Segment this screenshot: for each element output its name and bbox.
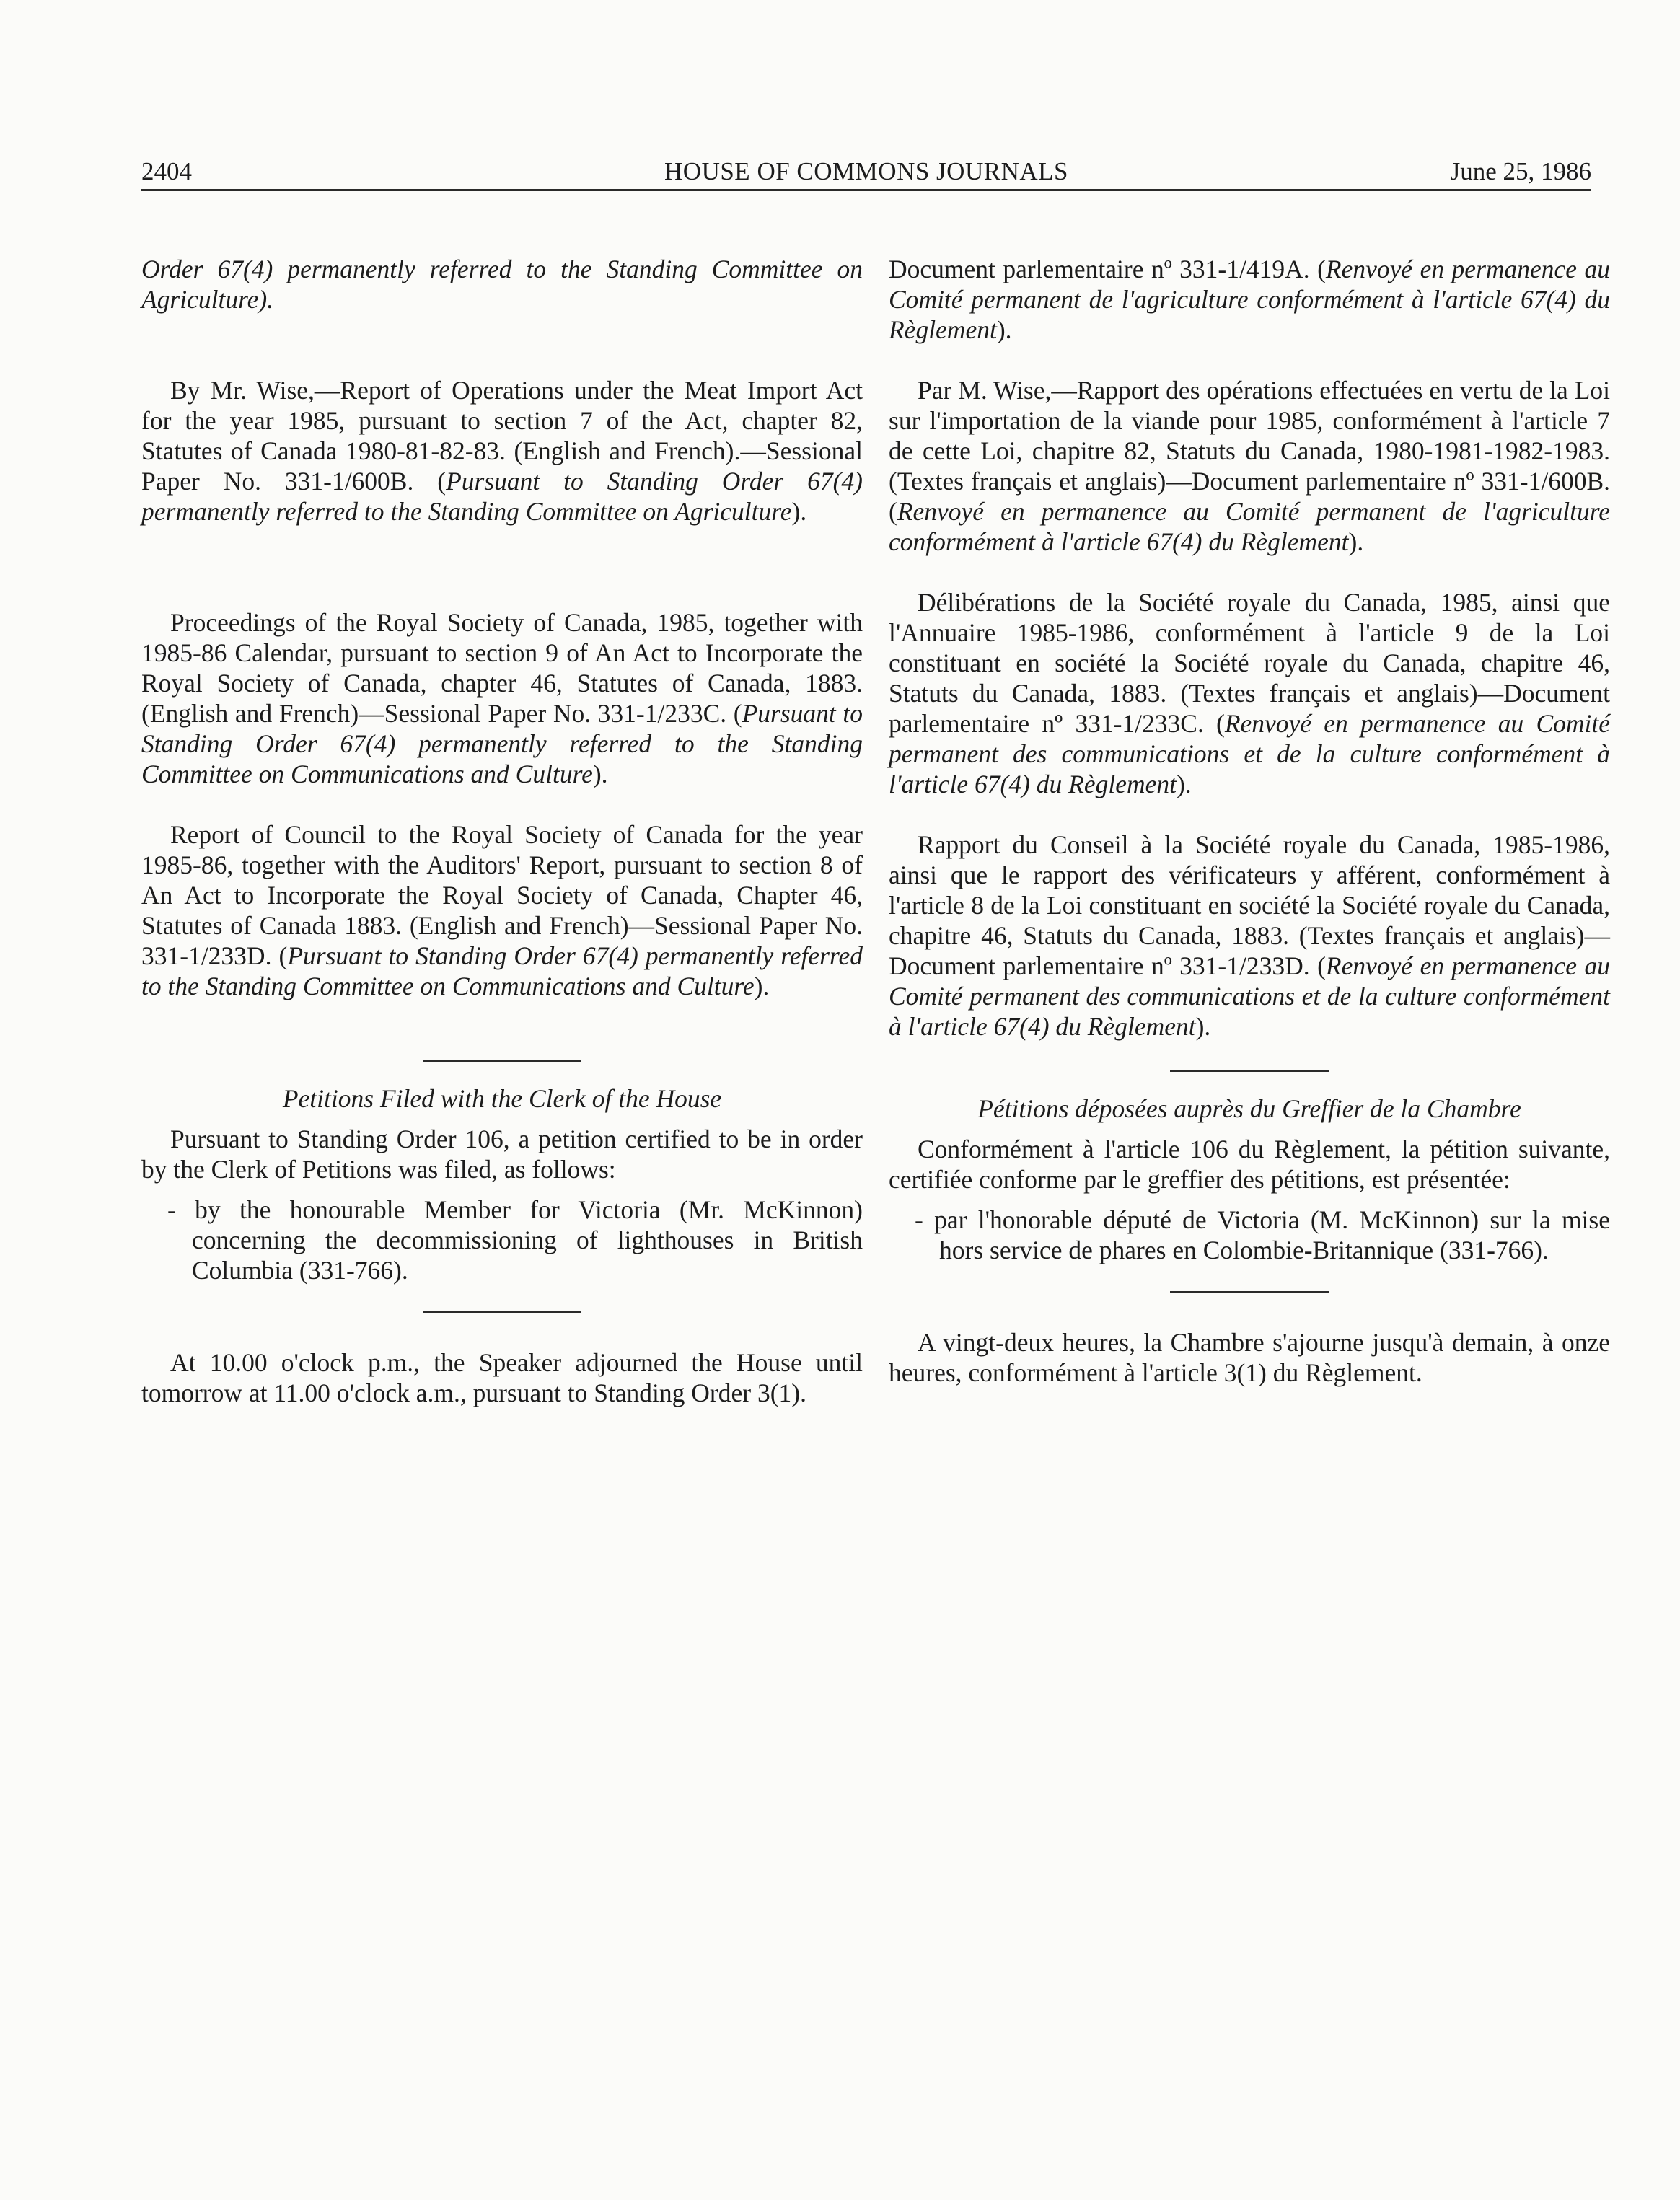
fr-petition-item: - par l'honorable député de Victoria (M. McKinnon) sur la mise hors service de phares en Colombie-Britannique (331-766). [915,1205,1610,1264]
fr-petitions-heading: Pétitions déposées auprès du Greffier de la Chambre [977,1094,1521,1123]
page-number: 2404 [141,157,192,185]
en-paragraph-royal-society-proceedings: Proceedings of the Royal Society of Canada, 1985, together with 1985-86 Calendar, pursuant to section 9 of An Act to Incorporate the Royal Society of Canada, chapter 46, Statutes of Canada, 1883. (English and French)—Sessional Paper No. 331-1/233C. (Pursuant to Standing Order 67(4) permanently referred to the Standing Committee on Communications and Culture). [141,608,863,788]
page-header [141,157,1591,191]
english-column [141,254,863,1408]
en-petitions-heading: Petitions Filed with the Clerk of the House [282,1084,722,1113]
en-petitions-intro: Pursuant to Standing Order 106, a petition certified to be in order by the Clerk of Petitions was filed, as follows: [141,1125,863,1184]
journal-title: HOUSE OF COMMONS JOURNALS [664,157,1068,185]
french-column [889,254,1610,1388]
fr-paragraph-meat-import: Par M. Wise,—Rapport des opérations effectuées en vertu de la Loi sur l'importation de la viande pour 1985, conformément à l'article 7 de cette Loi, chapitre 82, Statuts du Canada, 1980-1981-1982-1983. (Textes français et anglais)—Document parlementaire nº 331-1/600B. (Renvoyé en permanence au Comité permanent de l'agriculture conformément à l'article 67(4) du Règlement). [889,376,1610,556]
fr-paragraph-royal-society-proceedings: Délibérations de la Société royale du Canada, 1985, ainsi que l'Annuaire 1985-1986, conformément à l'article 9 de la Loi constituant en société la Société royale du Canada, chapitre 46, Statuts du Canada, 1883. (Textes français et anglais)—Document parlementaire nº 331-1/233C. (Renvoyé en permanence au Comité permanent des communications et de la culture conformément à l'article 67(4) du Règlement). [889,588,1610,798]
en-paragraph-meat-import: By Mr. Wise,—Report of Operations under the Meat Import Act for the year 1985, pursuant to section 7 of the Act, chapter 82, Statutes of Canada 1980-81-82-83. (English and French).—Sessional Paper No. 331-1/600B. (Pursuant to Standing Order 67(4) permanently referred to the Standing Committee on Agriculture). [141,376,863,526]
fr-petitions-intro: Conformément à l'article 106 du Règlement, la pétition suivante, certifiée conforme par le greffier des pétitions, est présentée: [889,1135,1610,1194]
en-paragraph-continued: Order 67(4) permanently referred to the Standing Committee on Agriculture). [141,255,863,314]
en-paragraph-royal-society-report: Report of Council to the Royal Society of Canada for the year 1985-86, together with the Auditors' Report, pursuant to section 8 of An Act to Incorporate the Royal Society of Canada, Chapter 46, Statutes of Canada 1883. (English and French)—Sessional Paper No. 331-1/233D. (Pursuant to Standing Order 67(4) permanently referred to the Standing Committee on Communications and Culture). [141,820,863,1000]
en-petition-item: - by the honourable Member for Victoria (Mr. McKinnon) concerning the decommissioning of lighthouses in British Columbia (331-766). [167,1195,863,1285]
en-adjournment: At 10.00 o'clock p.m., the Speaker adjourned the House until tomorrow at 11.00 o'clock a.m., pursuant to Standing Order 3(1). [141,1348,863,1407]
journal-date: June 25, 1986 [1450,157,1591,185]
fr-paragraph-continued: Document parlementaire nº 331-1/419A. (Renvoyé en permanence au Comité permanent de l'agriculture conformément à l'article 67(4) du Règlement). [889,255,1611,344]
fr-adjournment: A vingt-deux heures, la Chambre s'ajourne jusqu'à demain, à onze heures, conformément à l'article 3(1) du Règlement. [889,1328,1610,1387]
fr-paragraph-royal-society-report: Rapport du Conseil à la Société royale du Canada, 1985-1986, ainsi que le rapport des vérificateurs y afférent, conformément à l'article 8 de la Loi constituant en société la Société royale du Canada, chapitre 46, Statuts du Canada, 1883. (Textes français et anglais)—Document parlementaire nº 331-1/233D. (Renvoyé en permanence au Comité permanent des communications et de la culture conformément à l'article 67(4) du Règlement). [889,830,1611,1041]
